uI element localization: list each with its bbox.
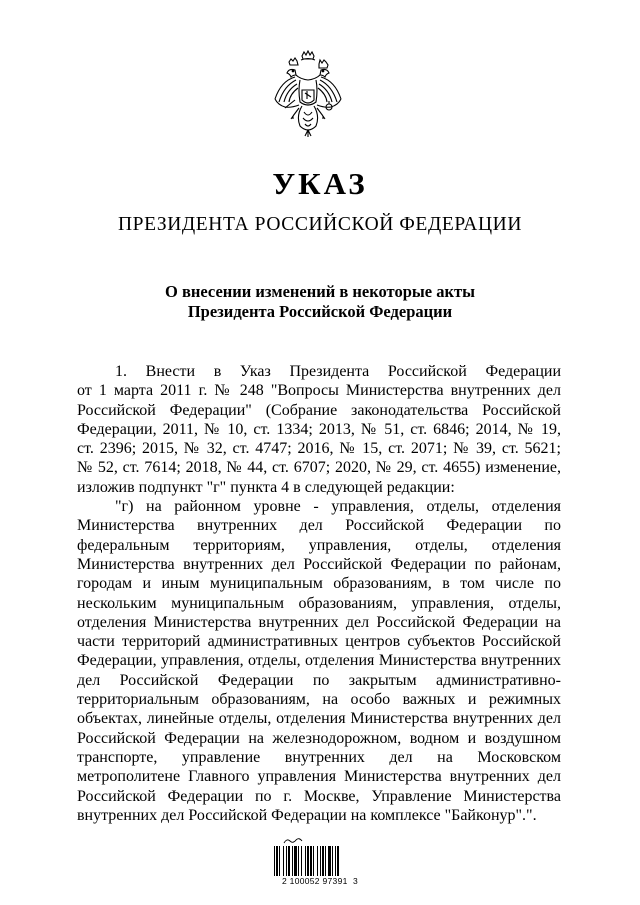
barcode [268,838,372,890]
body-line: Российской Федерации по г. Москве, Управление Министерства [77,787,561,805]
body-line: городам и иным муниципальным образованиям, в том числе по [77,575,561,593]
body-line: ст. 2396; 2015, № 32, ст. 4747; 2016, № 15, ст. 2071; № 39, ст. 5621; [77,440,561,458]
document-issuer-heading: ПРЕЗИДЕНТА РОССИЙСКОЙ ФЕДЕРАЦИИ [117,214,523,235]
body-line: Российской Федерации" (Собрание законодательства Российской [77,401,561,419]
body-line: Министерства внутренних дел Российской Федерации по районам, [77,555,561,573]
body-line: "г) на районном уровне - управления, отделы, отделения [115,498,561,516]
body-line: изложив подпункт "г" пункта 4 в следующей редакции: [77,478,455,496]
body-line: нескольким муниципальным образованиям, управления, отделы, [77,594,561,612]
body-line: федеральным территориям, управления, отделы, отделения [77,536,561,554]
body-line: метрополитене Главного управления Министерства внутренних дел [77,768,561,786]
body-line: 1. Внести в Указ Президента Российской Федерации [115,363,561,380]
body-line: № 52, ст. 7614; 2018, № 44, ст. 6707; 2020, № 29, ст. 4655) изменение, [77,459,561,477]
body-line: отделения Министерства внутренних дел Российской Федерации на [77,613,561,631]
barcode-bars [268,846,372,876]
barcode-mark-icon [283,838,303,844]
document-type-heading: УКАЗ [272,166,368,201]
body-line: Российской Федерации на железнодорожном, водном и воздушном [77,729,561,747]
body-line: Федерации, управления, отделы, отделения Министерства внутренних [77,652,561,670]
body-line: объектах, линейные отделы, отделения Министерства внутренних дел [77,710,561,728]
body-line: Министерства внутренних дел Российской Федерации по [77,517,561,535]
document-title-line: О внесении изменений в некоторые акты [165,282,475,301]
body-line: части территорий административных центров субъектов Российской [77,633,561,651]
document-title [0,282,640,322]
body-line: Федерации, 2011, № 10, ст. 1334; 2013, № 51, ст. 6846; 2014, № 19, [77,420,561,438]
body-line: транспорте, управление внутренних дел на Московском [77,748,561,766]
document-body [77,362,561,825]
body-line: территориальным образованиям, на особо важных и режимных [77,691,561,709]
body-line: внутренних дел Российской Федерации на комплексе "Байконур".". [77,806,537,824]
body-line: от 1 марта 2011 г. № 248 "Вопросы Министерства внутренних дел [77,382,561,400]
coat-of-arms-emblem-icon [271,50,345,140]
document-title-line: Президента Российской Федерации [187,302,453,321]
barcode-number: 2 100052 97391 3 [281,876,358,886]
body-line: дел Российской Федерации по закрытым административно- [77,671,561,689]
